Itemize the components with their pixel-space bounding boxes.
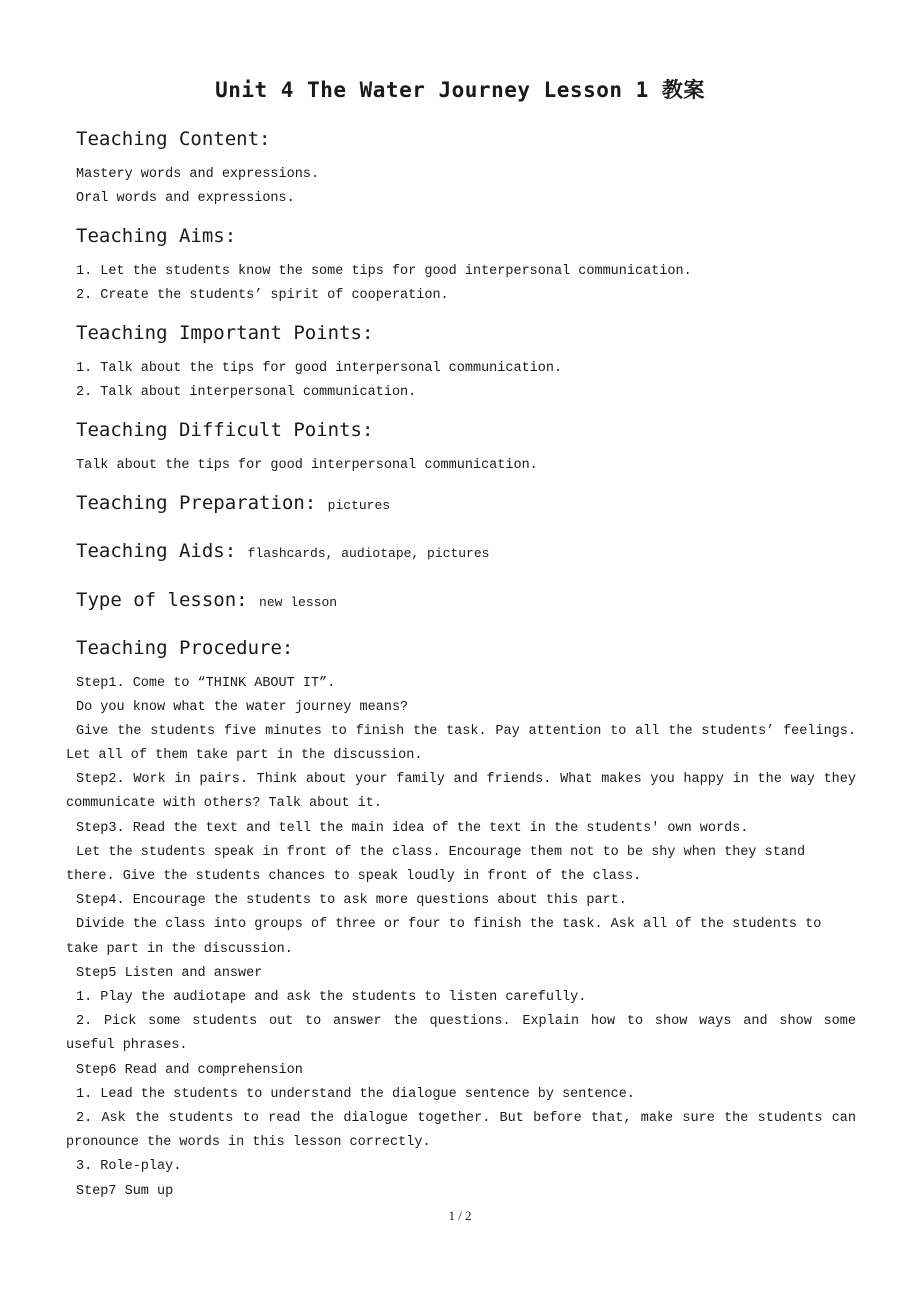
procedure-line: communicate with others? Talk about it.	[66, 796, 382, 811]
procedure-line: Let all of them take part in the discussion.	[66, 748, 423, 763]
procedure-line: Give the students five minutes to finish the task. Pay attention to all the students’ feelings.	[76, 724, 856, 739]
heading-teaching-content: Teaching Content:	[76, 128, 271, 150]
procedure-line: Step3. Read the text and tell the main idea of the text in the students' own words.	[76, 821, 749, 836]
procedure-line: Do you know what the water journey means?	[76, 700, 409, 715]
aims-line: 1. Let the students know the some tips for good interpersonal communication.	[76, 264, 692, 279]
heading-type-of-lesson	[76, 589, 337, 611]
procedure-line: 1. Lead the students to understand the dialogue sentence by sentence.	[76, 1087, 635, 1102]
procedure-line: Step7 Sum up	[76, 1184, 174, 1199]
procedure-line: useful phrases.	[66, 1038, 188, 1053]
content-line: Mastery words and expressions.	[76, 167, 320, 182]
heading-important-points: Teaching Important Points:	[76, 322, 374, 344]
difficult-line: Talk about the tips for good interpersonal communication.	[76, 458, 538, 473]
heading-teaching-aids	[76, 540, 489, 562]
procedure-line: 2. Pick some students out to answer the questions. Explain how to show ways and show some	[76, 1014, 856, 1029]
procedure-line: Step5 Listen and answer	[76, 966, 263, 981]
aids-label: Teaching Aids:	[76, 540, 237, 562]
preparation-label: Teaching Preparation:	[76, 492, 317, 514]
heading-teaching-aims: Teaching Aims:	[76, 225, 237, 247]
aids-value: flashcards, audiotape, pictures	[247, 546, 490, 561]
page-title: Unit 4 The Water Journey Lesson 1 教案	[215, 78, 705, 102]
preparation-value: pictures	[327, 498, 391, 513]
procedure-line: Step2. Work in pairs. Think about your family and friends. What makes you happy in the way they	[76, 772, 856, 787]
procedure-line: Step6 Read and comprehension	[76, 1063, 303, 1078]
procedure-line: 2. Ask the students to read the dialogue together. But before that, make sure the students can	[76, 1111, 856, 1126]
heading-teaching-preparation	[76, 492, 390, 514]
procedure-line: Divide the class into groups of three or four to finish the task. Ask all of the students to	[76, 917, 822, 932]
procedure-line: Step4. Encourage the students to ask more questions about this part.	[76, 893, 627, 908]
heading-teaching-procedure: Teaching Procedure:	[76, 637, 294, 659]
procedure-line: take part in the discussion.	[66, 942, 293, 957]
procedure-line: there. Give the students chances to speak loudly in front of the class.	[66, 869, 642, 884]
type-label: Type of lesson:	[76, 589, 248, 611]
procedure-line: Step1. Come to “THINK ABOUT IT”.	[76, 676, 336, 691]
type-value: new lesson	[259, 595, 338, 610]
content-line: Oral words and expressions.	[76, 191, 295, 206]
heading-difficult-points: Teaching Difficult Points:	[76, 419, 374, 441]
procedure-line: 3. Role-play.	[76, 1159, 182, 1174]
aims-line: 2. Create the students’ spirit of cooperation.	[76, 288, 449, 303]
procedure-line: 1. Play the audiotape and ask the students to listen carefully.	[76, 990, 587, 1005]
important-line: 1. Talk about the tips for good interpersonal communication.	[76, 361, 563, 376]
procedure-line: pronounce the words in this lesson correctly.	[66, 1135, 431, 1150]
page-number: 1 / 2	[448, 1208, 472, 1223]
procedure-line: Let the students speak in front of the class. Encourage them not to be shy when they stand	[76, 845, 806, 860]
important-line: 2. Talk about interpersonal communication.	[76, 385, 417, 400]
